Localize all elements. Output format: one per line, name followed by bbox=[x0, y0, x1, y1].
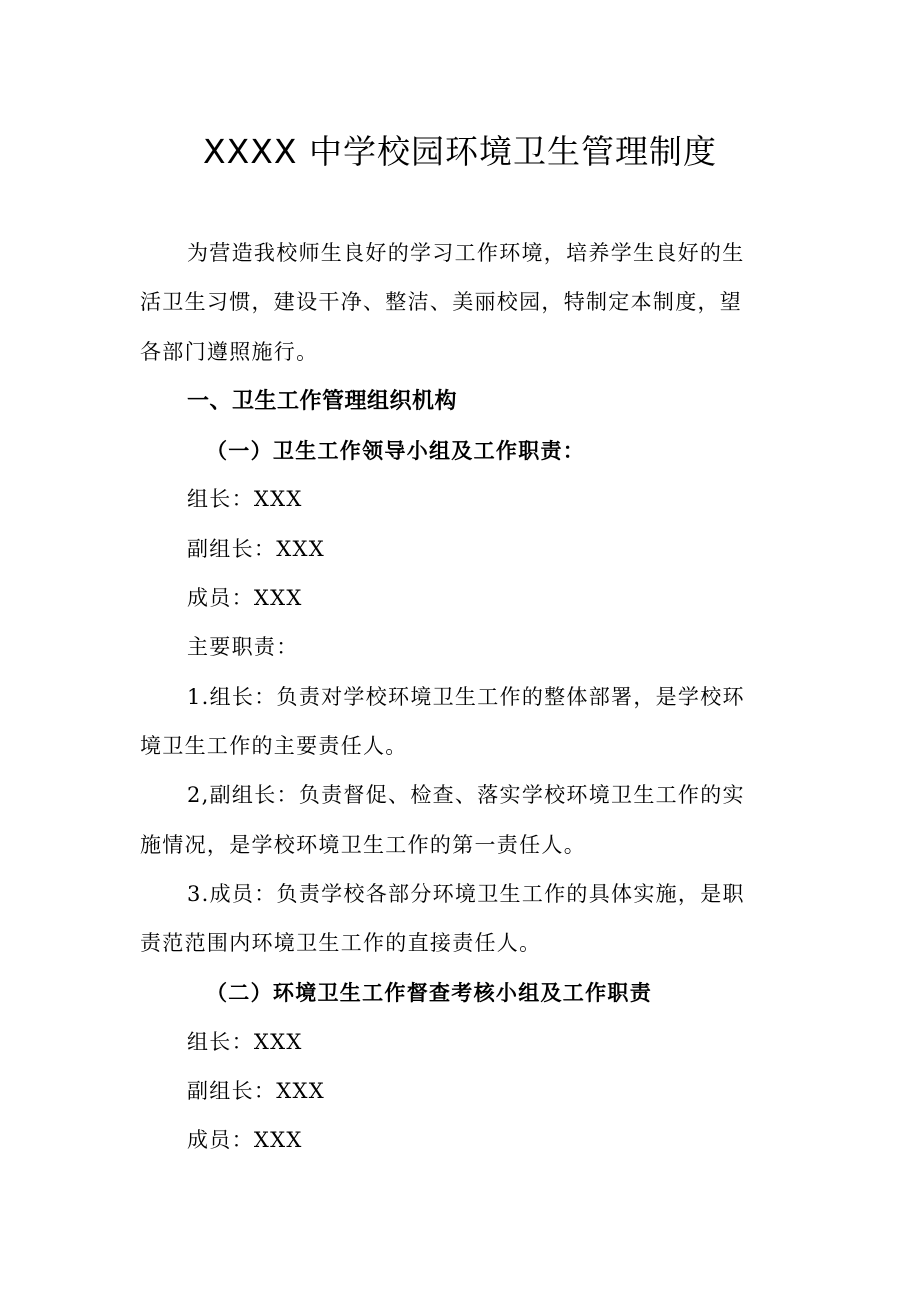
intro-line-1: 为营造我校师生良好的学习工作环境，培养学生良好的生 bbox=[187, 241, 745, 265]
sub1-duties-label: 主要职责： bbox=[187, 635, 299, 660]
sub2-deputy: 副组长：XXX bbox=[187, 1079, 325, 1104]
section1-heading: 一、卫生工作管理组织机构 bbox=[187, 388, 458, 414]
document-body bbox=[140, 229, 780, 1166]
sub1-members: 成员：XXX bbox=[187, 586, 303, 611]
duty3-line-2: 责范范围内环境卫生工作的直接责任人。 bbox=[140, 931, 542, 956]
duty2-line-2: 施情况，是学校环境卫生工作的第一责任人。 bbox=[140, 832, 586, 857]
sub1-deputy: 副组长：XXX bbox=[187, 536, 325, 561]
document-title: XXXX 中学校园环境卫生管理制度 bbox=[203, 132, 717, 171]
duty3-line-1: 3.成员：负责学校各部分环境卫生工作的具体实施，是职 bbox=[187, 881, 745, 906]
duty1-line-2: 境卫生工作的主要责任人。 bbox=[140, 733, 408, 758]
sub1-leader: 组长：XXX bbox=[187, 487, 303, 512]
duty2-line-1: 2,副组长：负责督促、检查、落实学校环境卫生工作的实 bbox=[187, 783, 745, 808]
sub2-heading: （二）环境卫生工作督查考核小组及工作职责 bbox=[206, 980, 652, 1006]
sub1-heading: （一）卫生工作领导小组及工作职责： bbox=[206, 438, 586, 464]
sub2-members: 成员：XXX bbox=[187, 1128, 303, 1153]
intro-line-2: 活卫生习惯，建设干净、整洁、美丽校园，特制定本制度，望 bbox=[140, 290, 743, 315]
sub2-leader: 组长：XXX bbox=[187, 1029, 303, 1054]
intro-line-3: 各部门遵照施行。 bbox=[140, 339, 319, 364]
duty1-line-1: 1.组长：负责对学校环境卫生工作的整体部署，是学校环 bbox=[187, 684, 745, 709]
